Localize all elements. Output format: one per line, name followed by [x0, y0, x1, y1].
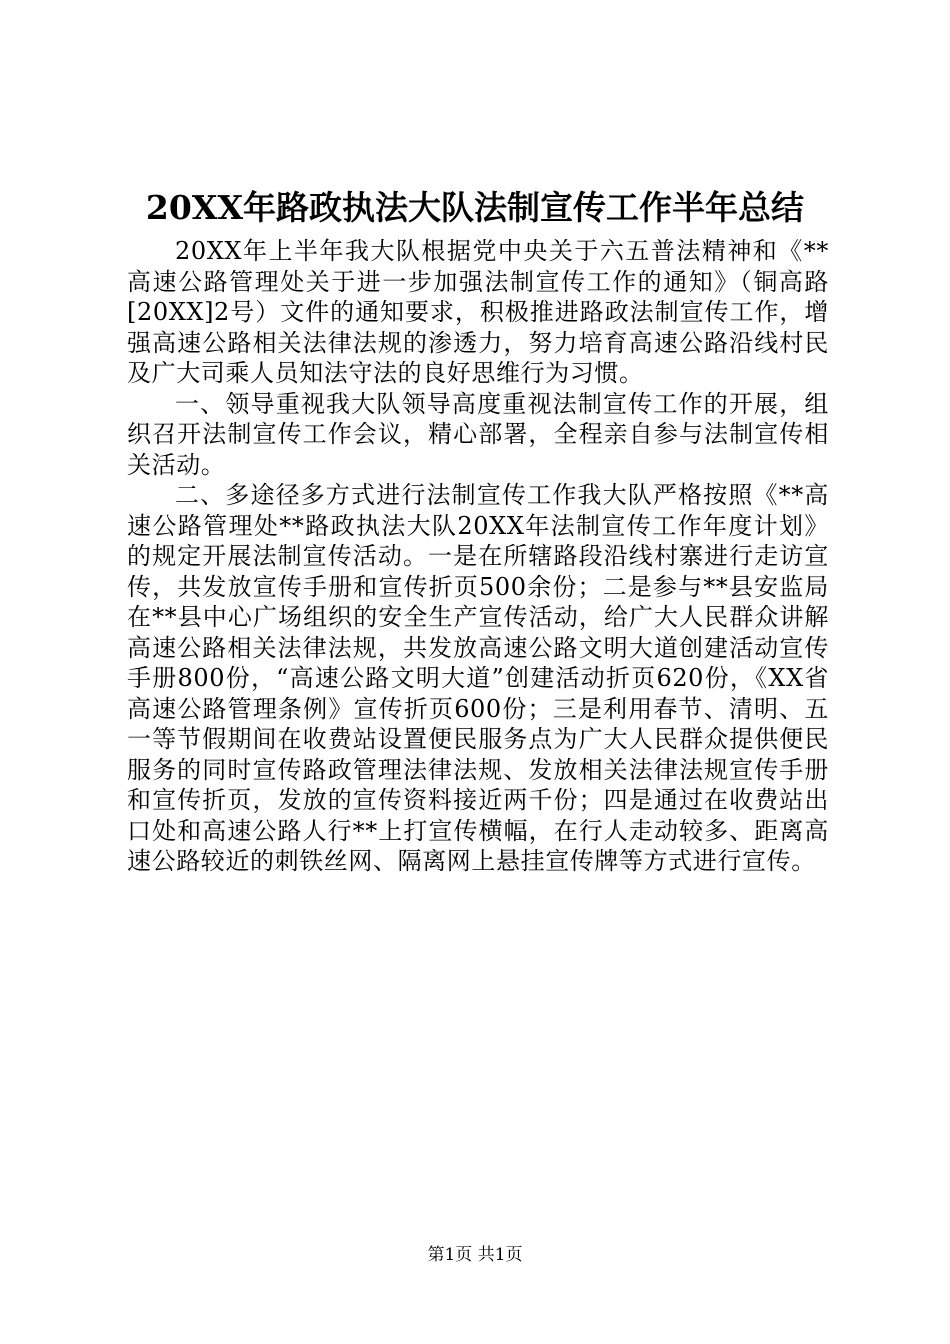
paragraph-intro: 20XX年上半年我大队根据党中央关于六五普法精神和《**高速公路管理处关于进一步加强法制宣传工作的通知》（铜高路[20XX]2号）文件的通知要求，积极推进路政法制宣传工作，增强高速公路相关法律法规的渗透力，努力培育高速公路沿线村民及广大司乘人员知法守法的良好思维行为习惯。 [127, 237, 829, 387]
paragraph-section-2: 二、多途径多方式进行法制宣传工作我大队严格按照《**高速公路管理处**路政执法大队20XX年法制宣传工作年度计划》的规定开展法制宣传活动。一是在所辖路段沿线村寨进行走访宣传，共发放宣传手册和宣传折页500余份；二是参与**县安监局在**县中心广场组织的安全生产宣传活动，给广大人民群众讲解高速公路相关法律法规，共发放高速公路文明大道创建活动宣传手册800份，“高速公路文明大道”创建活动折页620份，《XX省高速公路管理条例》宣传折页600份；三是利用春节、清明、五一等节假期间在收费站设置便民服务点为广大人民群众提供便民服务的同时宣传路政管理法律法规、发放相关法律法规宣传手册和宣传折页，发放的宣传资料接近两千份；四是通过在收费站出口处和高速公路人行**上打宣传横幅，在行人走动较多、距离高速公路较近的刺铁丝网、隔离网上悬挂宣传牌等方式进行宣传。 [127, 481, 829, 875]
page-footer: 第1页 共1页 [427, 1245, 523, 1265]
document-title: 20XX年路政执法大队法制宣传工作半年总结 [145, 188, 805, 227]
paragraph-section-1: 一、领导重视我大队领导高度重视法制宣传工作的开展，组织召开法制宣传工作会议，精心部署，全程亲自参与法制宣传相关活动。 [127, 389, 829, 479]
document-body [127, 236, 829, 877]
